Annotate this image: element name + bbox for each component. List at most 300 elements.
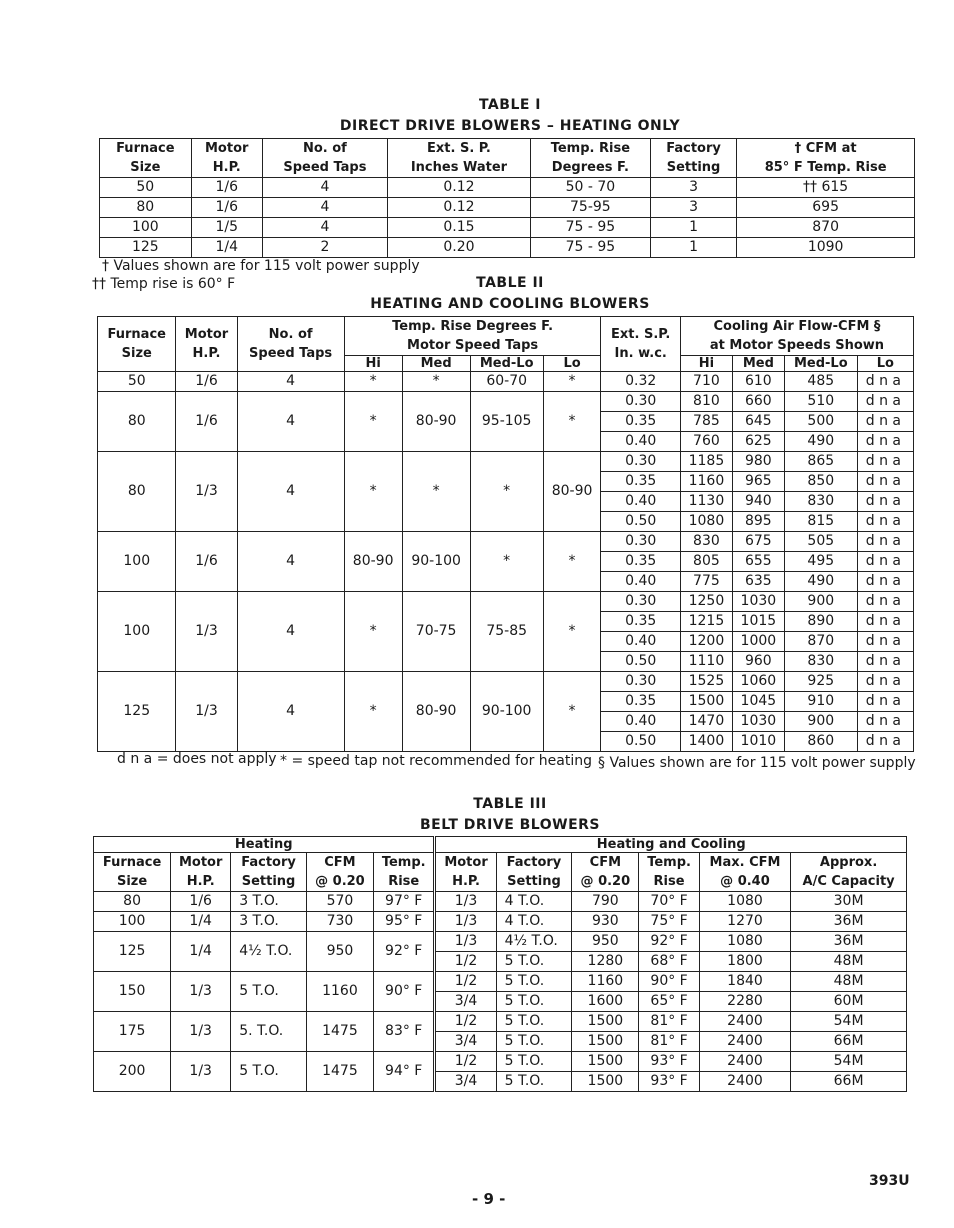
table2-cell: 1110	[680, 652, 732, 672]
table1-header-cell-line: Setting	[666, 160, 721, 175]
speed-taps-header-line: Speed Taps	[249, 346, 333, 361]
table3-rise-cell: 94° F	[373, 1052, 435, 1092]
table3-size-cell: 80	[94, 892, 171, 912]
document-code: 393U	[869, 1173, 910, 1189]
table2-cell: d n a	[857, 692, 913, 712]
table2-cell: 510	[784, 392, 857, 412]
table3-cell: 1080	[699, 932, 790, 952]
table2-size-cell: 100	[98, 592, 176, 672]
table2-cell: 0.35	[601, 472, 681, 492]
table-row	[94, 912, 907, 932]
table2-cell: 810	[680, 392, 732, 412]
table3-cfm-cell: 950	[306, 932, 373, 972]
table3-cell: 36M	[791, 932, 907, 952]
table2-cell: 1500	[680, 692, 732, 712]
table2-cell: 0.40	[601, 572, 681, 592]
table3-cell: 36M	[791, 912, 907, 932]
table3-cell: 3/4	[435, 992, 496, 1012]
table2-cell: 660	[732, 392, 784, 412]
table3-cfm-cell: 570	[306, 892, 373, 912]
table-row	[98, 452, 914, 472]
table3-cell: 5 T.O.	[496, 952, 572, 972]
table-row	[100, 218, 915, 238]
table2-cell: 870	[784, 632, 857, 652]
table2-cell: 0.40	[601, 712, 681, 732]
speed-taps-header	[237, 317, 344, 372]
table2-size-cell: 80	[98, 392, 176, 452]
table3-header-cell	[373, 853, 435, 892]
table3-header-cell-line: @ 0.40	[720, 874, 770, 889]
table2-cell: 0.35	[601, 412, 681, 432]
table1-cell: 1/6	[191, 178, 262, 198]
table3-hp-cell: 1/3	[171, 972, 231, 1012]
table2-cell: 1160	[680, 472, 732, 492]
table3-header-cell-line: Factory	[506, 855, 562, 870]
table2-cell: 490	[784, 432, 857, 452]
table1-number: TABLE I	[478, 97, 542, 113]
table3-cell: 48M	[791, 952, 907, 972]
table1-cell: 1	[650, 218, 736, 238]
table3-cell: 5 T.O.	[496, 1052, 572, 1072]
cooling-cfm-group-header-line: at Motor Speeds Shown	[709, 338, 885, 353]
table2-hi-cell: *	[344, 392, 402, 452]
table3-rise-cell: 95° F	[373, 912, 435, 932]
table3-cell: 81° F	[639, 1032, 699, 1052]
table2-med-cell: 90-100	[402, 532, 470, 592]
table3-header-cell-line: Setting	[241, 874, 296, 889]
table2-med-cell: 80-90	[402, 672, 470, 752]
table2-cell: 1525	[680, 672, 732, 692]
table3-header-cell-line: @ 0.20	[315, 874, 365, 889]
table1-cell: 75-95	[530, 198, 650, 218]
table1-header-cell-line: Ext. S. P.	[427, 141, 491, 156]
motor-hp-header	[176, 317, 237, 372]
table1-cell: 2	[262, 238, 387, 258]
table3-cell: 1840	[699, 972, 790, 992]
table2-cell: 645	[732, 412, 784, 432]
table1-title: DIRECT DRIVE BLOWERS – HEATING ONLY	[339, 118, 681, 134]
table1-cell: 4	[262, 198, 387, 218]
table3-cell: 81° F	[639, 1012, 699, 1032]
table3-size-cell: 175	[94, 1012, 171, 1052]
table2-cell: 940	[732, 492, 784, 512]
table3-set-cell: 5. T.O.	[231, 1012, 307, 1052]
table2-lo-cell: *	[543, 592, 601, 672]
table1-header-cell	[262, 139, 387, 178]
table2-hp-cell: 1/3	[176, 452, 237, 532]
table1-cell: 695	[737, 198, 915, 218]
table1-cell: 1/5	[191, 218, 262, 238]
table3-cell: 1/3	[435, 932, 496, 952]
table2-cell: d n a	[857, 632, 913, 652]
table2-cell: 1080	[680, 512, 732, 532]
table2-taps-cell: 4	[237, 592, 344, 672]
table2-cell: 0.40	[601, 432, 681, 452]
table2-cell: 925	[784, 672, 857, 692]
speed-header: Hi	[680, 356, 732, 372]
table1-cell: 125	[100, 238, 192, 258]
table3-cell: 92° F	[639, 932, 699, 952]
table3-rise-cell: 92° F	[373, 932, 435, 972]
table1-cell: †† 615	[737, 178, 915, 198]
table3-header-cell-line: Furnace	[102, 855, 162, 870]
table-row	[98, 532, 914, 552]
table-row	[98, 372, 914, 392]
speed-taps-header-line: No. of	[268, 327, 313, 342]
table1-header-cell-line: Degrees F.	[551, 160, 629, 175]
table3-header-cell-line: @ 0.20	[580, 874, 631, 889]
table2-cell: 0.35	[601, 692, 681, 712]
table1-header-cell-line: 85° F Temp. Rise	[764, 160, 887, 175]
section-legend: § Values shown are for 115 volt power supply	[598, 755, 916, 771]
table2-lo-cell: *	[543, 392, 601, 452]
table3-hp-cell: 1/6	[171, 892, 231, 912]
table1-cell: 75 - 95	[530, 218, 650, 238]
table3-cell: 54M	[791, 1012, 907, 1032]
table1-cell: 50	[100, 178, 192, 198]
table3-size-cell: 200	[94, 1052, 171, 1092]
table3-cell: 1/2	[435, 1012, 496, 1032]
table2-size-cell: 125	[98, 672, 176, 752]
table3-cell: 5 T.O.	[496, 1032, 572, 1052]
table3-header-cell-line: H.P.	[186, 874, 215, 889]
table1-header-cell-line: † CFM at	[794, 141, 857, 156]
table3-cell: 1270	[699, 912, 790, 932]
table3-cell: 1500	[572, 1032, 639, 1052]
table3-cell: 5 T.O.	[496, 1012, 572, 1032]
table2-cell: 1060	[732, 672, 784, 692]
table-row	[100, 198, 915, 218]
table3-header-cell-line: A/C Capacity	[802, 874, 895, 889]
table2-med-cell: 70-75	[402, 592, 470, 672]
table3-cell: 1600	[572, 992, 639, 1012]
table3-set-cell: 3 T.O.	[231, 892, 307, 912]
table2-cell: 0.30	[601, 452, 681, 472]
table2-cell: d n a	[857, 572, 913, 592]
table3-cell: 2280	[699, 992, 790, 1012]
motor-hp-header-line: H.P.	[192, 346, 221, 361]
table2-cell: 0.35	[601, 612, 681, 632]
table1-header-cell-line: Speed Taps	[283, 160, 367, 175]
table2-cell: 775	[680, 572, 732, 592]
table3-rise-cell: 97° F	[373, 892, 435, 912]
table3-header-cell	[699, 853, 790, 892]
table3-group-row	[94, 837, 907, 853]
table2-cell: 1030	[732, 592, 784, 612]
table1-header-cell	[530, 139, 650, 178]
table2-size-cell: 100	[98, 532, 176, 592]
table2-medlo-cell: *	[470, 532, 543, 592]
table2-hp-cell: 1/6	[176, 392, 237, 452]
table2-cell: 830	[680, 532, 732, 552]
speed-header: Med	[732, 356, 784, 372]
table2-hp-cell: 1/3	[176, 672, 237, 752]
table3-size-cell: 125	[94, 932, 171, 972]
table2-hp-cell: 1/6	[176, 372, 237, 392]
table3-cell: 1800	[699, 952, 790, 972]
table3-header-cell-line: Max. CFM	[709, 855, 781, 870]
table2-med-cell: *	[402, 372, 470, 392]
table-row	[94, 1012, 907, 1032]
table3-cell: 1160	[572, 972, 639, 992]
table3-cell: 93° F	[639, 1052, 699, 1072]
table-row	[98, 592, 914, 612]
table2-cell: 655	[732, 552, 784, 572]
table3-cell: 66M	[791, 1032, 907, 1052]
table3-header-cell-line: Size	[116, 874, 148, 889]
table1-cell: 3	[650, 198, 736, 218]
table1-cell: 1090	[737, 238, 915, 258]
table3-cell: 2400	[699, 1072, 790, 1092]
table2-cell: 1045	[732, 692, 784, 712]
table2-cell: 1030	[732, 712, 784, 732]
table1-header-cell-line: Temp. Rise	[550, 141, 631, 156]
table2-cell: d n a	[857, 732, 913, 752]
table3-header-cell-line: Motor	[444, 855, 488, 870]
table2-cell: 900	[784, 712, 857, 732]
table3-number: TABLE III	[473, 796, 547, 812]
table3-set-cell: 5 T.O.	[231, 972, 307, 1012]
table2-cell: d n a	[857, 452, 913, 472]
table3-header-cell-line: Setting	[507, 874, 561, 889]
table2-cell: 910	[784, 692, 857, 712]
table2-cell: d n a	[857, 672, 913, 692]
table1-header-cell-line: Furnace	[116, 141, 175, 156]
table-row	[94, 1052, 907, 1072]
table3-cell: 30M	[791, 892, 907, 912]
table3-hp-cell: 1/4	[171, 932, 231, 972]
table2-size-cell: 80	[98, 452, 176, 532]
table3-header-cell-line: Approx.	[819, 855, 878, 870]
table3-rise-cell: 83° F	[373, 1012, 435, 1052]
table2-cell: 1010	[732, 732, 784, 752]
table2-cell: 0.50	[601, 732, 681, 752]
table2-cell: 490	[784, 572, 857, 592]
star-legend: * = speed tap not recommended for heating	[280, 753, 592, 769]
table2-lo-cell: *	[543, 672, 601, 752]
table2-cell: d n a	[857, 652, 913, 672]
table3-cell: 4½ T.O.	[496, 932, 572, 952]
speed-header: Hi	[344, 356, 402, 372]
table1-cell: 1	[650, 238, 736, 258]
table3-cfm-cell: 1475	[306, 1012, 373, 1052]
table3-header-cell-line: H.P.	[452, 874, 480, 889]
table2-cell: 900	[784, 592, 857, 612]
table-row	[94, 932, 907, 952]
table1-cell: 0.12	[387, 198, 530, 218]
table2-cell: 760	[680, 432, 732, 452]
table2-cell: 0.35	[601, 552, 681, 572]
heating-cooling-group-header: Heating and Cooling	[435, 837, 907, 853]
table3-header-cell-line: Factory	[241, 855, 296, 870]
table1-cell: 4	[262, 178, 387, 198]
table2-cell: 610	[732, 372, 784, 392]
table1-cell: 0.20	[387, 238, 530, 258]
table1	[99, 138, 915, 258]
table3-hp-cell: 1/4	[171, 912, 231, 932]
table1-header-cell	[100, 139, 192, 178]
table3-header-cell	[306, 853, 373, 892]
table3-header-cell-line: CFM	[324, 855, 356, 870]
table3-set-cell: 4½ T.O.	[231, 932, 307, 972]
speed-header: Med-Lo	[470, 356, 543, 372]
speed-header: Lo	[857, 356, 913, 372]
table3-cell: 790	[572, 892, 639, 912]
table2-cell: 0.50	[601, 512, 681, 532]
table3-cfm-cell: 730	[306, 912, 373, 932]
table3-cell: 66M	[791, 1072, 907, 1092]
table2-cell: d n a	[857, 372, 913, 392]
table2-cell: 960	[732, 652, 784, 672]
table3-header-cell-line: Motor	[178, 855, 223, 870]
table2-cell: 0.30	[601, 592, 681, 612]
table2-cell: 865	[784, 452, 857, 472]
table1-header-cell-line: No. of	[302, 141, 347, 156]
table3-hp-cell: 1/3	[171, 1052, 231, 1092]
table2-cell: d n a	[857, 492, 913, 512]
table2-cell: 1000	[732, 632, 784, 652]
table2-cell: 495	[784, 552, 857, 572]
table1-header-cell-line: Size	[130, 160, 161, 175]
table3-cell: 1500	[572, 1012, 639, 1032]
table3-cell: 5 T.O.	[496, 972, 572, 992]
table2-cell: d n a	[857, 592, 913, 612]
table3-header-cell-line: Rise	[388, 874, 420, 889]
table2-cell: 1250	[680, 592, 732, 612]
table-row	[94, 972, 907, 992]
table2-cell: 830	[784, 652, 857, 672]
table3-cell: 2400	[699, 1012, 790, 1032]
table2-cell: 830	[784, 492, 857, 512]
table3-header-cell-line: Temp.	[381, 855, 426, 870]
table3-cell: 3/4	[435, 1032, 496, 1052]
table1-cell: 0.15	[387, 218, 530, 238]
table-row	[94, 892, 907, 912]
cooling-cfm-group-header-line: Cooling Air Flow-CFM §	[713, 319, 881, 334]
table2-cell: 1015	[732, 612, 784, 632]
table3-header-cell	[435, 853, 496, 892]
temp-rise-group-header-line: Temp. Rise Degrees F.	[392, 319, 554, 334]
table1-header-cell-line: Factory	[666, 141, 721, 156]
table2-hp-cell: 1/3	[176, 592, 237, 672]
table3-cfm-cell: 1160	[306, 972, 373, 1012]
table3-cell: 1500	[572, 1052, 639, 1072]
table2-hi-cell: *	[344, 592, 402, 672]
table3-set-cell: 3 T.O.	[231, 912, 307, 932]
table3-cell: 68° F	[639, 952, 699, 972]
table2-medlo-cell: 60-70	[470, 372, 543, 392]
furnace-size-header-line: Furnace	[107, 327, 166, 342]
temp-rise-group-header	[344, 317, 601, 356]
table1-header-cell-line: Motor	[205, 141, 249, 156]
table3-header-cell-line: Rise	[653, 874, 685, 889]
table2-cell: 675	[732, 532, 784, 552]
ext-sp-header-line: Ext. S.P.	[611, 327, 671, 342]
table1-cell: 75 - 95	[530, 238, 650, 258]
table3-header-cell	[496, 853, 572, 892]
table2-cell: 1215	[680, 612, 732, 632]
table3-cell: 60M	[791, 992, 907, 1012]
table2-cell: 1400	[680, 732, 732, 752]
table1-footnote-2: †† Temp rise is 60° F	[92, 276, 236, 292]
table1-footnote-1: † Values shown are for 115 volt power supply	[102, 258, 420, 274]
table3-cell: 2400	[699, 1032, 790, 1052]
table3-header-cell	[171, 853, 231, 892]
table3-cell: 48M	[791, 972, 907, 992]
table3-size-cell: 150	[94, 972, 171, 1012]
table2-title: HEATING AND COOLING BLOWERS	[370, 296, 650, 312]
table2-cell: 485	[784, 372, 857, 392]
table3-cell: 1080	[699, 892, 790, 912]
table1-cell: 1/4	[191, 238, 262, 258]
table2-cell: 0.30	[601, 532, 681, 552]
table3-cell: 4 T.O.	[496, 892, 572, 912]
table3-cell: 1/2	[435, 972, 496, 992]
furnace-size-header	[98, 317, 176, 372]
table2-header-row	[98, 317, 914, 356]
table3-cell: 930	[572, 912, 639, 932]
table2-cell: 980	[732, 452, 784, 472]
table3-cell: 1280	[572, 952, 639, 972]
table3-cell: 90° F	[639, 972, 699, 992]
table2-cell: 0.30	[601, 672, 681, 692]
table3-header-cell-line: Temp.	[647, 855, 691, 870]
table3	[93, 836, 907, 1092]
table3-cell: 5 T.O.	[496, 1072, 572, 1092]
table3-cell: 54M	[791, 1052, 907, 1072]
table3-set-cell: 5 T.O.	[231, 1052, 307, 1092]
table2-cell: d n a	[857, 432, 913, 452]
table2-cell: d n a	[857, 552, 913, 572]
table2-lo-cell: 80-90	[543, 452, 601, 532]
table3-header-row	[94, 853, 907, 892]
ext-sp-header-line: In. w.c.	[614, 346, 667, 361]
table1-cell: 1/6	[191, 198, 262, 218]
table-row	[98, 392, 914, 412]
table-row	[100, 178, 915, 198]
table1-header-cell	[737, 139, 915, 178]
table-row	[98, 672, 914, 692]
ext-sp-header	[601, 317, 681, 372]
table1-header-cell	[650, 139, 736, 178]
table2-taps-cell: 4	[237, 372, 344, 392]
table2-lo-cell: *	[543, 372, 601, 392]
table3-hp-cell: 1/3	[171, 1012, 231, 1052]
table2-cell: 710	[680, 372, 732, 392]
table2-cell: 1130	[680, 492, 732, 512]
table2-size-cell: 50	[98, 372, 176, 392]
table2-taps-cell: 4	[237, 672, 344, 752]
table2-hp-cell: 1/6	[176, 532, 237, 592]
speed-header: Lo	[543, 356, 601, 372]
table2-cell: d n a	[857, 472, 913, 492]
table3-header-cell	[572, 853, 639, 892]
table3-header-cell	[231, 853, 307, 892]
table1-cell: 4	[262, 218, 387, 238]
table2-cell: 965	[732, 472, 784, 492]
table3-cell: 950	[572, 932, 639, 952]
table2-cell: d n a	[857, 612, 913, 632]
table2-cell: d n a	[857, 532, 913, 552]
table3-header-cell-line: CFM	[589, 855, 622, 870]
speed-header: Med-Lo	[784, 356, 857, 372]
table3-cell: 1/3	[435, 912, 496, 932]
table3-cfm-cell: 1475	[306, 1052, 373, 1092]
table2-medlo-cell: 90-100	[470, 672, 543, 752]
table3-cell: 75° F	[639, 912, 699, 932]
table3-header-cell	[94, 853, 171, 892]
table3-cell: 93° F	[639, 1072, 699, 1092]
